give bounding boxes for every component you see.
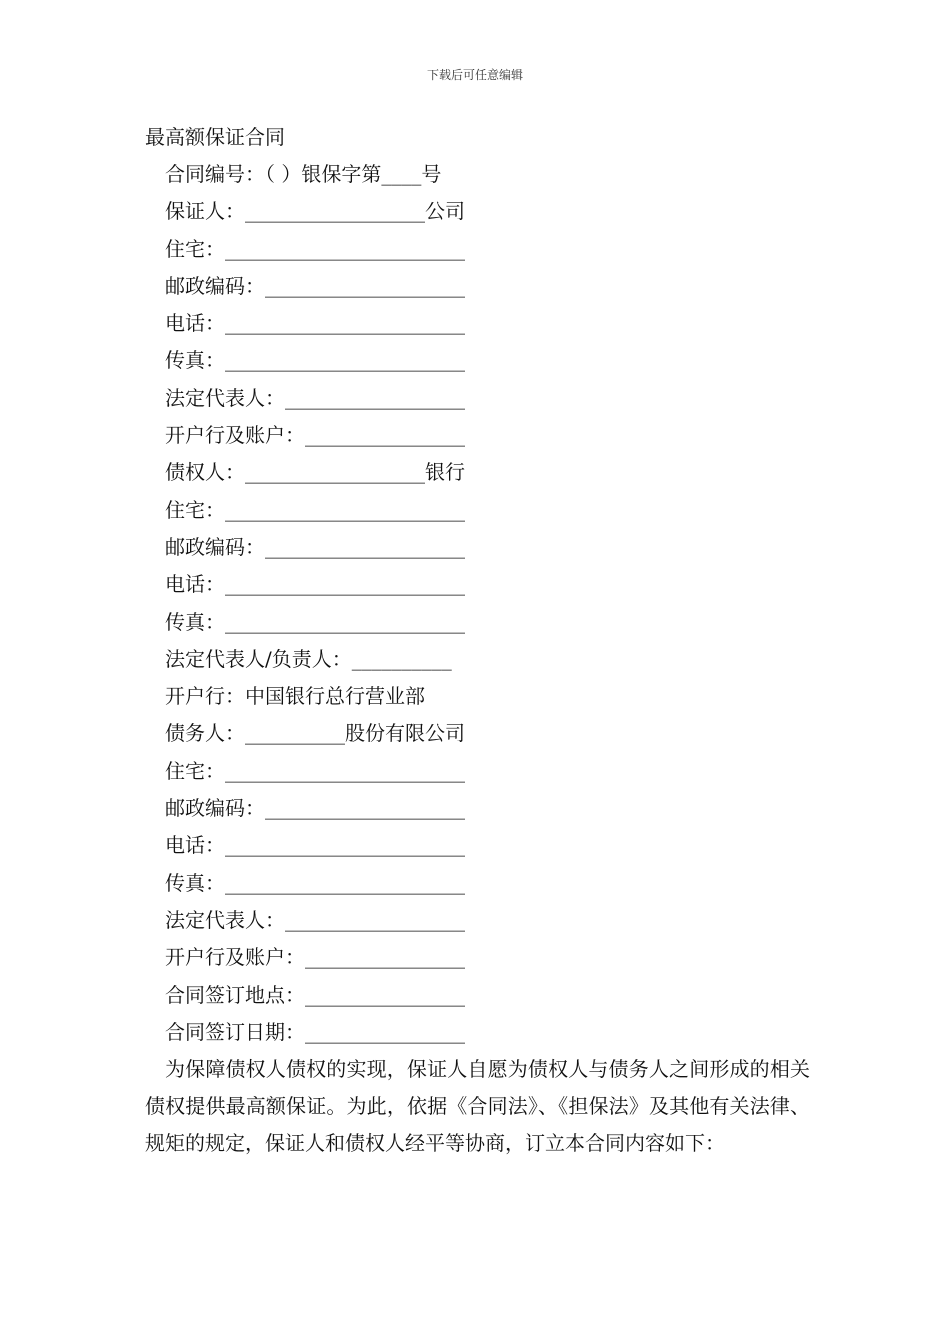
intro-paragraph: 为保障债权人债权的实现，保证人自愿为债权人与债务人之间形成的相关债权提供最高额保证。为此，依据《合同法》、《担保法》及其他有关法律、规矩的规定，保证人和债权人经平等协商，订立本合同内容如下：	[145, 1057, 810, 1156]
field-debtor: 债务人：__________股份有限公司	[165, 721, 465, 746]
field-creditor-fax: 传真：________________________	[165, 609, 465, 634]
field-debtor-address: 住宅：________________________	[165, 758, 465, 783]
field-creditor-postcode: 邮政编码：____________________	[165, 534, 465, 559]
field-debtor-bank-account: 开户行及账户：________________	[165, 945, 465, 970]
document-title: 最高额保证合同	[145, 125, 285, 149]
field-creditor: 债权人：__________________银行	[165, 460, 465, 485]
field-debtor-postcode: 邮政编码：____________________	[165, 796, 465, 821]
field-guarantor-bank-account: 开户行及账户：________________	[165, 423, 465, 448]
field-creditor-phone: 电话：________________________	[165, 572, 465, 597]
field-guarantor-legal-rep: 法定代表人：__________________	[165, 385, 465, 410]
field-creditor-bank: 开户行：中国银行总行营业部	[165, 684, 425, 709]
contract-field-list	[145, 156, 810, 1051]
field-contract-number: 合同编号：（ ）银保字第____号	[165, 162, 442, 186]
field-debtor-fax: 传真：________________________	[165, 870, 465, 895]
field-guarantor: 保证人：__________________公司	[165, 199, 465, 224]
field-creditor-legal-rep: 法定代表人/负责人：__________	[165, 646, 452, 671]
field-guarantor-fax: 传真：________________________	[165, 348, 465, 373]
field-signing-date: 合同签订日期：________________	[165, 1019, 465, 1044]
field-guarantor-postcode: 邮政编码：____________________	[165, 273, 465, 298]
document-body	[145, 122, 810, 1162]
field-creditor-address: 住宅：________________________	[165, 497, 465, 522]
field-guarantor-address: 住宅：________________________	[165, 236, 465, 261]
field-signing-place: 合同签订地点：________________	[165, 982, 465, 1007]
page-header-note: 下载后可任意编辑	[426, 68, 523, 82]
field-guarantor-phone: 电话：________________________	[165, 311, 465, 336]
field-debtor-phone: 电话：________________________	[165, 833, 465, 858]
field-debtor-legal-rep: 法定代表人：__________________	[165, 907, 465, 932]
